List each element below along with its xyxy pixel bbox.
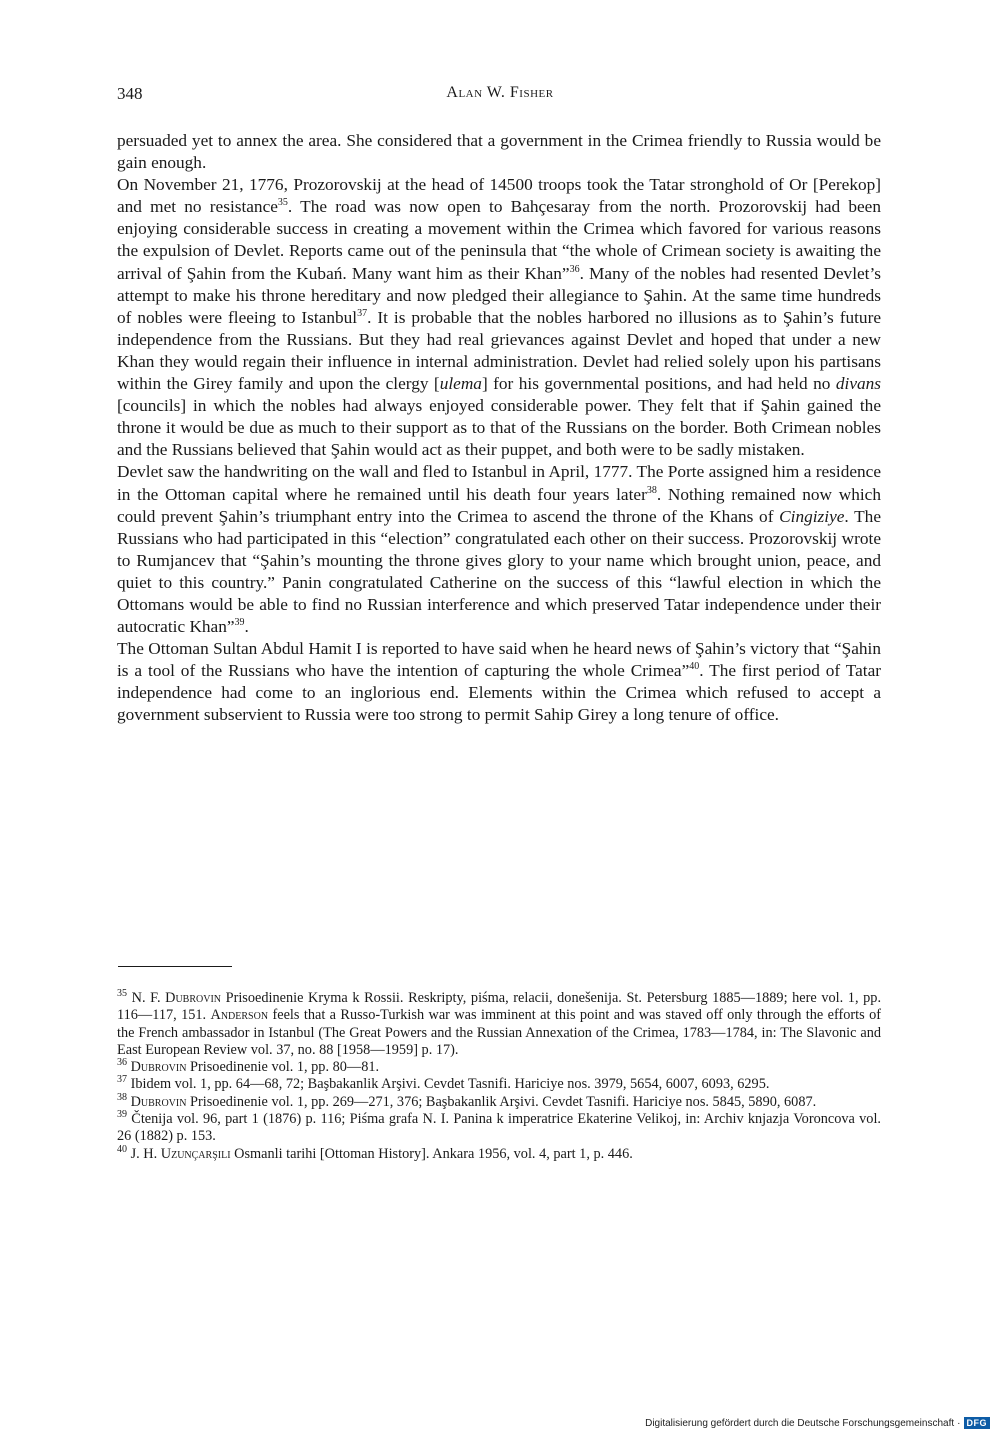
footnote-author: N. F. Dubrovin	[131, 990, 222, 1006]
footnote-number: 36	[117, 1057, 127, 1069]
credit-text: Digitalisierung gefördert durch die Deutsche Forschungsgemeinschaft	[645, 1417, 955, 1429]
footnotes	[117, 990, 881, 1163]
footnote-author: J. H. Uzunçarşili	[130, 1145, 231, 1162]
footnote-ref-36: 36	[569, 263, 580, 275]
footnote-text: Osmanli tarihi [Ottoman History]. Ankara 1956, vol. 4, part 1, p. 446.	[230, 1145, 633, 1162]
footnote-author: Dubrovin	[130, 1093, 187, 1110]
paragraph-2	[117, 174, 881, 461]
text-run: . The first period of Tatar independence had come to an inglorious end. Elements within the Crimea which refused to accept a government subservient to Russia were too strong to permit Sahip Girey a long tenure of office.	[117, 661, 882, 725]
italic-term-cingiziye: Cingiziye	[779, 506, 845, 526]
paragraph-3	[117, 461, 881, 638]
text-run: . It is probable that the nobles harbored no illusions as to Şahin’s future independence from the Russians. But they had real grievances against Devlet and hoped that under a new Khan they would regain their influence in internal administration. Devlet had relied solely upon his partisans within the Girey family and upon the clergy [	[117, 307, 881, 394]
footnote-ref-37: 37	[357, 307, 368, 319]
footnote-text: Prisoedinenie Kryma k Rossii. Reskripty, piśma, relacii, donešenija. St. Petersburg 1885—1889; here vol. 1, pp. 116—117, 151.	[117, 990, 882, 1024]
footnote-number: 38	[117, 1092, 127, 1104]
italic-term-divans: divans	[835, 374, 881, 394]
footnote-35	[117, 990, 881, 1059]
text-run: . Nothing remained now which could prevent Şahin’s triumphant entry into the Crimea to ascend the throne of the Khans of	[117, 484, 881, 526]
footnote-text: feels that a Russo-Turkish war was imminent at this point and was staved off only through the efforts of the French ambassador in Istanbul (The Great Powers and the Russian Annexation of the Crimea, 1783—1784, in: The Slavonic and East European Review vol. 37, no. 88 [1958—1959] p. 17).	[117, 1007, 881, 1058]
footnote-rule	[118, 966, 232, 967]
footnote-author: Dubrovin	[130, 1059, 187, 1076]
footnote-author: Anderson	[210, 1007, 269, 1024]
footnote-text: Ibidem vol. 1, pp. 64—68, 72; Başbakanlik Arşivi. Cevdet Tasnifi. Hariciye nos. 3979, 5654, 6007, 6093, 6295.	[127, 1076, 770, 1093]
credit-separator: ·	[957, 1417, 961, 1429]
text-run: The Ottoman Sultan Abdul Hamit I is reported to have said when he heard news of Şahin’s victory that “Şahin is a tool of the Russians who have the intention of capturing the whole Crimea”	[117, 639, 881, 681]
text-run: . Many of the nobles had resented Devlet’s attempt to make his throne hereditary and now pledged their allegiance to Şahin. At the same time hundreds of nobles were fleeing to Istanbul	[117, 263, 881, 327]
footnote-ref-40: 40	[689, 661, 700, 673]
running-head: Alan W. Fisher	[446, 84, 554, 101]
footnote-ref-38: 38	[646, 484, 657, 496]
page-number: 348	[117, 84, 143, 103]
paragraph-1: persuaded yet to annex the area. She considered that a government in the Crimea friendly to Russia would be gain enough.	[117, 131, 881, 173]
footnote-number: 35	[117, 988, 127, 1000]
dfg-logo-icon: DFG	[964, 1417, 991, 1429]
footnote-text: Čtenija vol. 96, part 1 (1876) p. 116; Piśma grafa N. I. Panina k imperatrice Ekaterine Velikoj, in: Archiv knjazja Voroncova vol. 26 (1882) p. 153.	[117, 1111, 881, 1145]
text-run: On November 21, 1776, Prozorovskij at the head of 14500 troops took the Tatar stronghold of Or [Perekop] and met no resistance	[117, 175, 881, 217]
text-run: [councils] in which the nobles had always enjoyed considerable power. They felt that if Şahin gained the throne it would be due as much to their support as to that of the Russians on the border. Both Crimean nobles and the Russians believed that Şahin would act as their puppet, and both were to be sadly mistaken.	[117, 396, 881, 460]
footnote-number: 37	[117, 1074, 127, 1086]
footnote-text: Prisoedinenie vol. 1, pp. 269—271, 376; Başbakanlik Arşivi. Cevdet Tasnifi. Hariciye nos. 5845, 5890, 6087.	[186, 1093, 817, 1110]
text-run: . The Russians who had participated in this “election” congratulated each other on their success. Prozorovskij wrote to Rumjancev that “Şahin’s mounting the throne gives glory to your name which brought union, peace, and quiet to this country.” Panin congratulated Catherine on the success of this “lawful election in which the Ottomans would be able to find no Russian interference and which preserved Tatar independence under their autocratic Khan”	[117, 506, 881, 637]
footnote-number: 39	[117, 1109, 127, 1121]
footnote-38	[117, 1094, 881, 1111]
footnote-text: Prisoedinenie vol. 1, pp. 80—81.	[186, 1059, 380, 1076]
dfg-credit	[645, 1417, 990, 1429]
paragraph-4	[117, 638, 881, 726]
text-run: .	[244, 617, 249, 637]
italic-term-ulema: ulema	[439, 374, 482, 394]
footnote-39	[117, 1111, 881, 1146]
footnote-ref-39: 39	[234, 617, 245, 629]
footnote-37	[117, 1076, 881, 1093]
text-run: . The road was now open to Bahçesaray from the north. Prozorovskij had been enjoying considerable success in creating a movement within the Crimea which favored for various reasons the expulsion of Devlet. Reports came out of the peninsula that “the whole of Crimean society is awaiting the arrival of Şahin from the Kubań. Many want him as their Khan”	[117, 197, 881, 283]
text-run: Devlet saw the handwriting on the wall and fled to Istanbul in April, 1777. The Porte assigned him a residence in the Ottoman capital where he remained until his death four years later	[117, 462, 881, 504]
body-text	[117, 130, 881, 727]
footnote-36	[117, 1059, 881, 1076]
footnote-number: 40	[117, 1143, 127, 1155]
footnote-40	[117, 1143, 881, 1163]
text-run: ] for his governmental positions, and had held no	[481, 374, 836, 394]
footnote-ref-35: 35	[277, 197, 288, 209]
